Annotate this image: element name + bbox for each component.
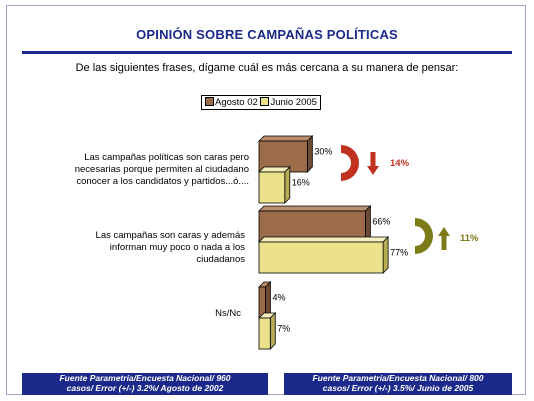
- bar-side-face: [307, 136, 312, 172]
- bar: [259, 242, 383, 273]
- footer-source-right-line: Fuente Parametría/Encuesta Nacional/ 800: [312, 373, 484, 383]
- bar-value-label: 66%: [372, 216, 391, 227]
- category-label-3-line: Ns/Nc: [215, 308, 241, 319]
- slide-title: OPINIÓN SOBRE CAMPAÑAS POLÍTICAS: [136, 27, 398, 42]
- arrow-up-icon: [438, 227, 450, 250]
- bar: [259, 172, 285, 203]
- bar-value-label: 7%: [277, 323, 291, 334]
- category-label-1-line: conocer a los candidatos y partidos...ó....: [76, 176, 249, 187]
- category-label-2-line: Las campañas son caras y además: [95, 230, 245, 241]
- footer-source-left: [22, 373, 268, 395]
- bar-value-label: 16%: [291, 177, 310, 188]
- footer-source-right: [284, 373, 512, 395]
- bar-top-face: [259, 136, 312, 141]
- footer-source-right-line: casos/ Error (+/-) 3.5%/ Junio de 2005: [322, 383, 474, 393]
- change-arc: [415, 218, 433, 254]
- bar-side-face: [285, 167, 290, 203]
- question-text: De las siguientes frases, dígame cuál es más cercana a su manera de pensar:: [75, 62, 459, 74]
- category-label-1-line: Las campañas políticas son caras pero: [84, 152, 249, 163]
- bar-value-label: 30%: [314, 146, 333, 157]
- bar-side-face: [383, 237, 388, 273]
- bar-top-face: [259, 237, 388, 242]
- legend-label-junio: Junio 2005: [270, 97, 317, 108]
- arrow-down-icon: [367, 152, 379, 175]
- change-arc: [341, 145, 359, 181]
- change-percent-label: 11%: [460, 233, 479, 244]
- bar-side-face: [270, 313, 275, 349]
- bar-value-label: 77%: [390, 247, 409, 258]
- category-label-2-line: informan muy poco o nada a los: [109, 242, 245, 253]
- footer-source-left-line: Fuente Parametría/Encuesta Nacional/ 960: [59, 373, 231, 383]
- bar-value-label: 4%: [272, 292, 286, 303]
- bar-top-face: [259, 206, 370, 211]
- category-label-2-line: ciudadanos: [196, 254, 245, 265]
- bar-chart-bars: [259, 136, 408, 349]
- change-percent-label: 14%: [390, 158, 410, 169]
- category-label-1-line: necesarias porque permiten al ciudadano: [74, 164, 249, 175]
- bar: [259, 318, 270, 349]
- legend-label-agosto: Agosto 02: [215, 97, 258, 108]
- footer-source-left-line: casos/ Error (+/-) 3.2%/ Agosto de 2002: [66, 383, 224, 393]
